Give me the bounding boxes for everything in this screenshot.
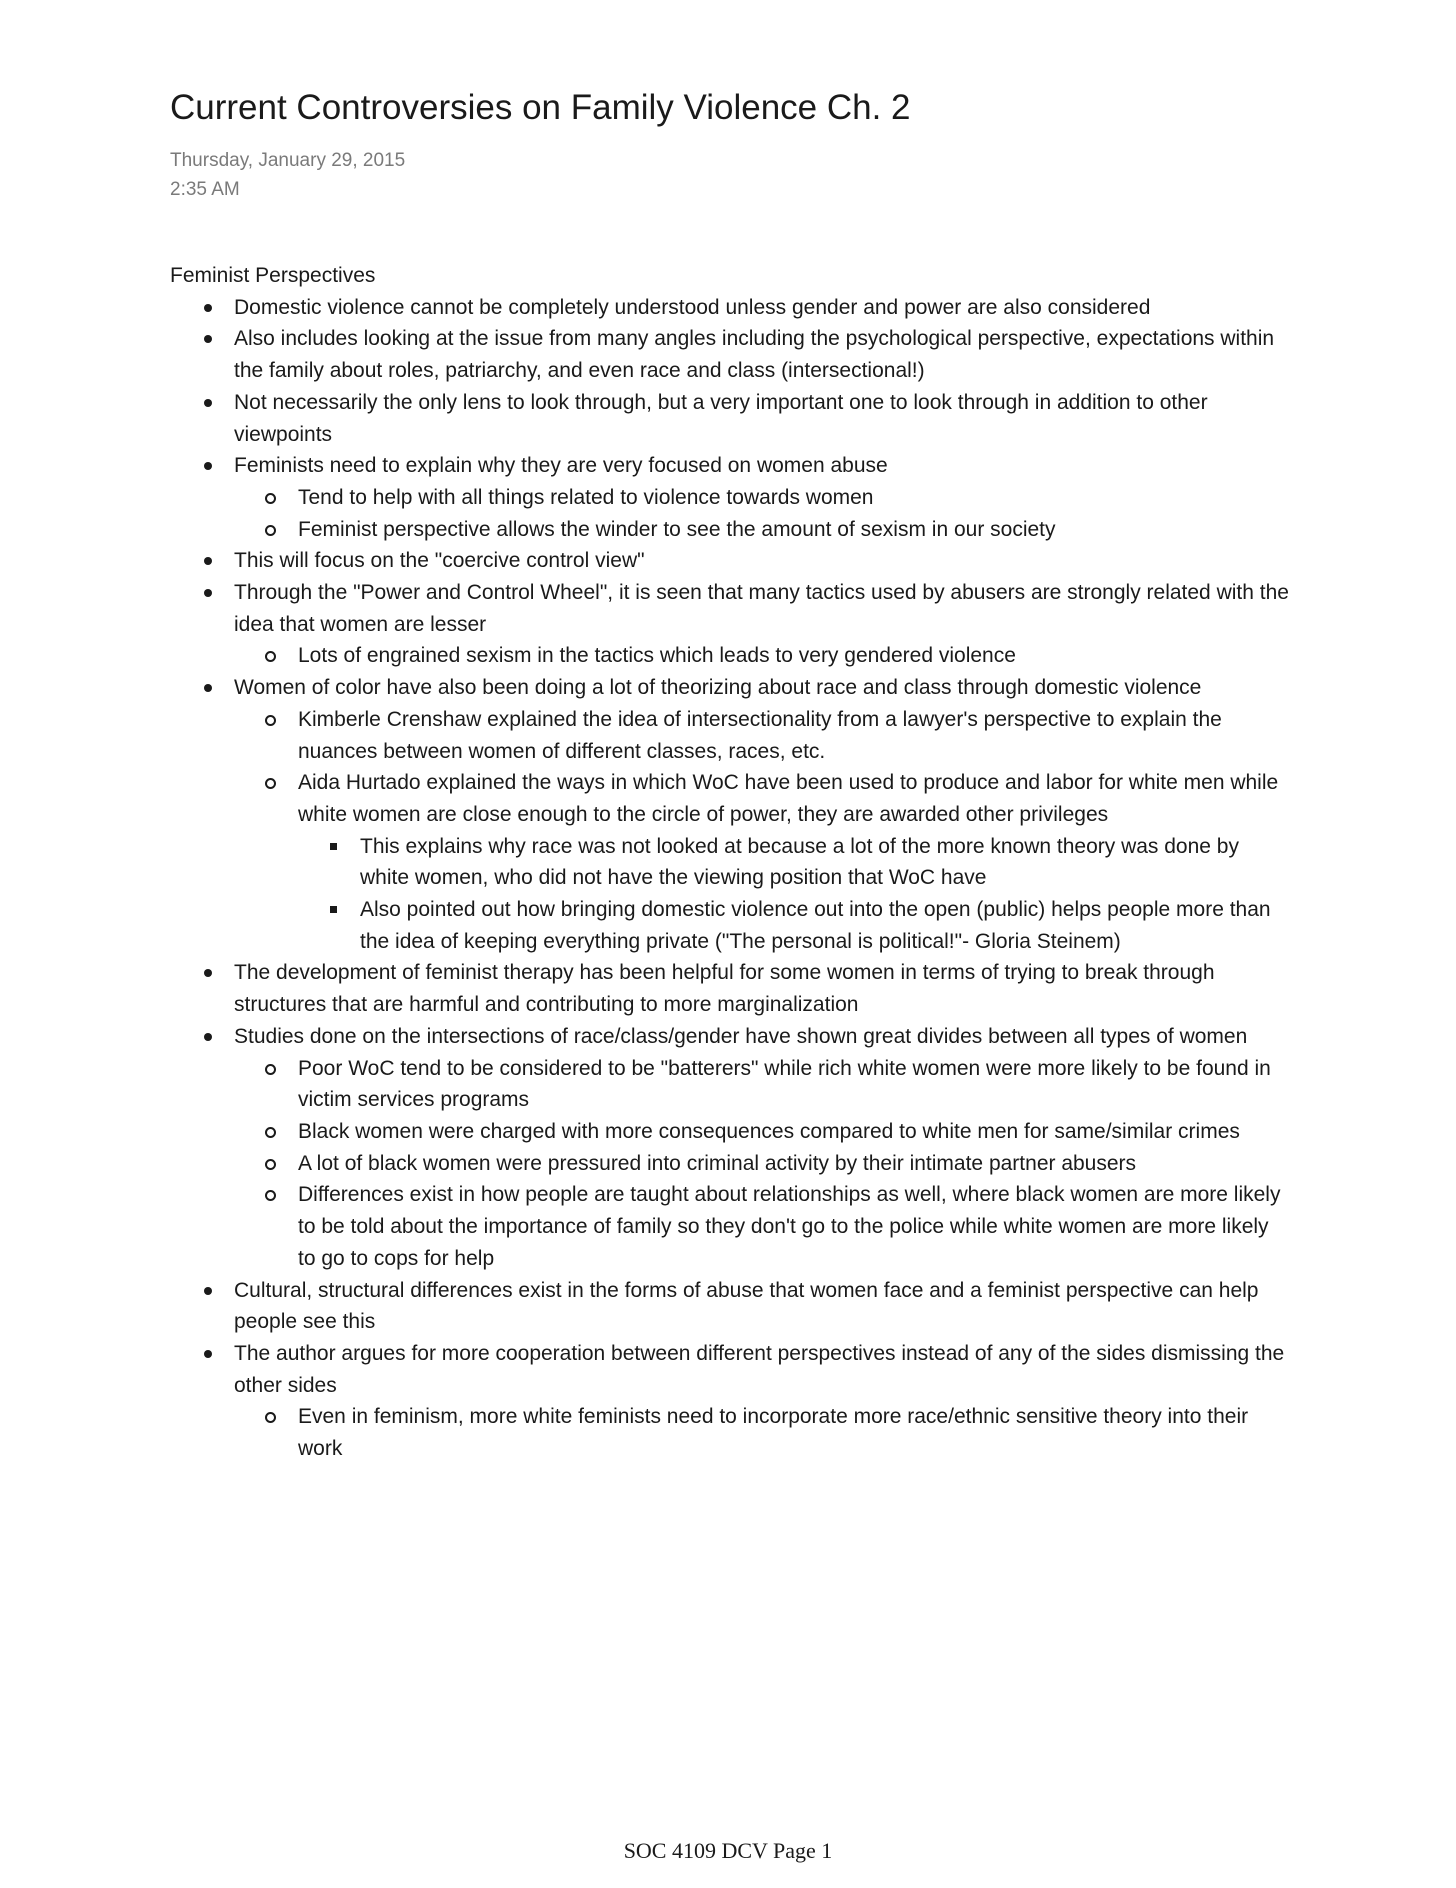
list-item: The development of feminist therapy has been helpful for some women in terms of trying to break through structures that are harmful and contributing to more marginalization — [170, 957, 1290, 1020]
bullet-icon — [204, 1033, 212, 1041]
list-item: Also includes looking at the issue from many angles including the psychological perspective, expectations within the family about roles, patriarchy, and even race and class (intersectional!) — [170, 323, 1290, 386]
circle-bullet-icon — [265, 651, 276, 662]
circle-bullet-icon — [265, 1190, 276, 1201]
note-date: Thursday, January 29, 2015 — [170, 150, 406, 171]
list-item: This will focus on the "coercive control view" — [170, 545, 1290, 577]
bullet-icon — [204, 969, 212, 977]
square-bullet-icon — [330, 906, 337, 913]
bullet-icon — [204, 304, 212, 312]
bullet-icon — [204, 684, 212, 692]
bullet-icon — [204, 1287, 212, 1295]
list-item: Black women were charged with more consequences compared to white men for same/similar crimes — [234, 1116, 1290, 1148]
circle-bullet-icon — [265, 1127, 276, 1138]
list-item: Kimberle Crenshaw explained the idea of intersectionality from a lawyer's perspective to explain the nuances between women of different classes, races, etc. — [234, 704, 1290, 767]
list-item: Differences exist in how people are taught about relationships as well, where black women are more likely to be told about the importance of family so they don't go to the police while white women are more likely to go to cops for help — [234, 1179, 1290, 1274]
sub-list — [234, 1053, 1290, 1275]
section-heading: Feminist Perspectives — [170, 264, 376, 287]
list-item: Not necessarily the only lens to look through, but a very important one to look through in addition to other viewpoints — [170, 387, 1290, 450]
note-metadata — [170, 146, 405, 204]
list-item: Feminists need to explain why they are very focused on women abuse Tend to help with all things related to violence towards women Feminist perspective allows the winder to see the amount of sexism in our society — [170, 450, 1290, 545]
list-item: Tend to help with all things related to violence towards women — [234, 482, 1290, 514]
sub-list — [234, 704, 1290, 958]
sub-list — [234, 1401, 1290, 1464]
square-bullet-icon — [330, 843, 337, 850]
sub-list — [234, 482, 1290, 545]
bullet-icon — [204, 1350, 212, 1358]
bullet-icon — [204, 335, 212, 343]
list-item: Women of color have also been doing a lot of theorizing about race and class through domestic violence Kimberle Crenshaw explained the idea of intersectionality from a lawyer's perspective to explain the nuances between women of different classes, races, etc. Aida Hurtado explained the ways in which WoC have been used to produce and labor for white men while white women are close enough to the circle of power, they are awarded other privileges This explains why race was not looked at because a lot of the more known theory was done by white women, who did not have the viewing position that WoC have Also pointed out how bringing domestic violence out into the open (public) helps people more than the idea of keeping everything private ("The personal is political!"- Gloria Steinem) — [170, 672, 1290, 957]
bullet-icon — [204, 589, 212, 597]
list-item: A lot of black women were pressured into criminal activity by their intimate partner abusers — [234, 1148, 1290, 1180]
circle-bullet-icon — [265, 778, 276, 789]
list-item: Lots of engrained sexism in the tactics which leads to very gendered violence — [234, 640, 1290, 672]
list-item: Feminist perspective allows the winder to see the amount of sexism in our society — [234, 514, 1290, 546]
list-item: Also pointed out how bringing domestic violence out into the open (public) helps people more than the idea of keeping everything private ("The personal is political!"- Gloria Steinem) — [298, 894, 1290, 957]
circle-bullet-icon — [265, 1159, 276, 1170]
note-time: 2:35 AM — [170, 179, 240, 200]
sub-list — [234, 640, 1290, 672]
list-item: This explains why race was not looked at because a lot of the more known theory was done by white women, who did not have the viewing position that WoC have — [298, 831, 1290, 894]
circle-bullet-icon — [265, 493, 276, 504]
sub-sub-list — [298, 831, 1290, 958]
circle-bullet-icon — [265, 525, 276, 536]
list-item: Aida Hurtado explained the ways in which WoC have been used to produce and labor for white men while white women are close enough to the circle of power, they are awarded other privileges This explains why race was not looked at because a lot of the more known theory was done by white women, who did not have the viewing position that WoC have Also pointed out how bringing domestic violence out into the open (public) helps people more than the idea of keeping everything private ("The personal is political!"- Gloria Steinem) — [234, 767, 1290, 957]
circle-bullet-icon — [265, 1412, 276, 1423]
bullet-icon — [204, 557, 212, 565]
list-item: Through the "Power and Control Wheel", it is seen that many tactics used by abusers are strongly related with the idea that women are lesser Lots of engrained sexism in the tactics which leads to very gendered violence — [170, 577, 1290, 672]
list-item: Domestic violence cannot be completely understood unless gender and power are also considered — [170, 292, 1290, 324]
notes-body — [170, 260, 1290, 1465]
list-item: Studies done on the intersections of race/class/gender have shown great divides between all types of women Poor WoC tend to be considered to be "batterers" while rich white women were more likely to be found in victim services programs Black women were charged with more consequences compared to white men for same/similar crimes A lot of black women were pressured into criminal activity by their intimate partner abusers Differences exist in how people are taught about relationships as well, where black women are more likely to be told about the importance of family so they don't go to the police while white women are more likely to go to cops for help — [170, 1021, 1290, 1275]
list-item: Poor WoC tend to be considered to be "batterers" while rich white women were more likely to be found in victim services programs — [234, 1053, 1290, 1116]
bullet-icon — [204, 462, 212, 470]
circle-bullet-icon — [265, 1064, 276, 1075]
circle-bullet-icon — [265, 715, 276, 726]
page-title: Current Controversies on Family Violence Ch. 2 — [170, 88, 911, 127]
bullet-list — [170, 292, 1290, 1465]
list-item: The author argues for more cooperation between different perspectives instead of any of the sides dismissing the other sides Even in feminism, more white feminists need to incorporate more race/ethnic sensitive theory into their work — [170, 1338, 1290, 1465]
bullet-icon — [204, 399, 212, 407]
page-footer: SOC 4109 DCV Page 1 — [623, 1838, 833, 1863]
list-item: Even in feminism, more white feminists need to incorporate more race/ethnic sensitive theory into their work — [234, 1401, 1290, 1464]
list-item: Cultural, structural differences exist in the forms of abuse that women face and a feminist perspective can help people see this — [170, 1275, 1290, 1338]
